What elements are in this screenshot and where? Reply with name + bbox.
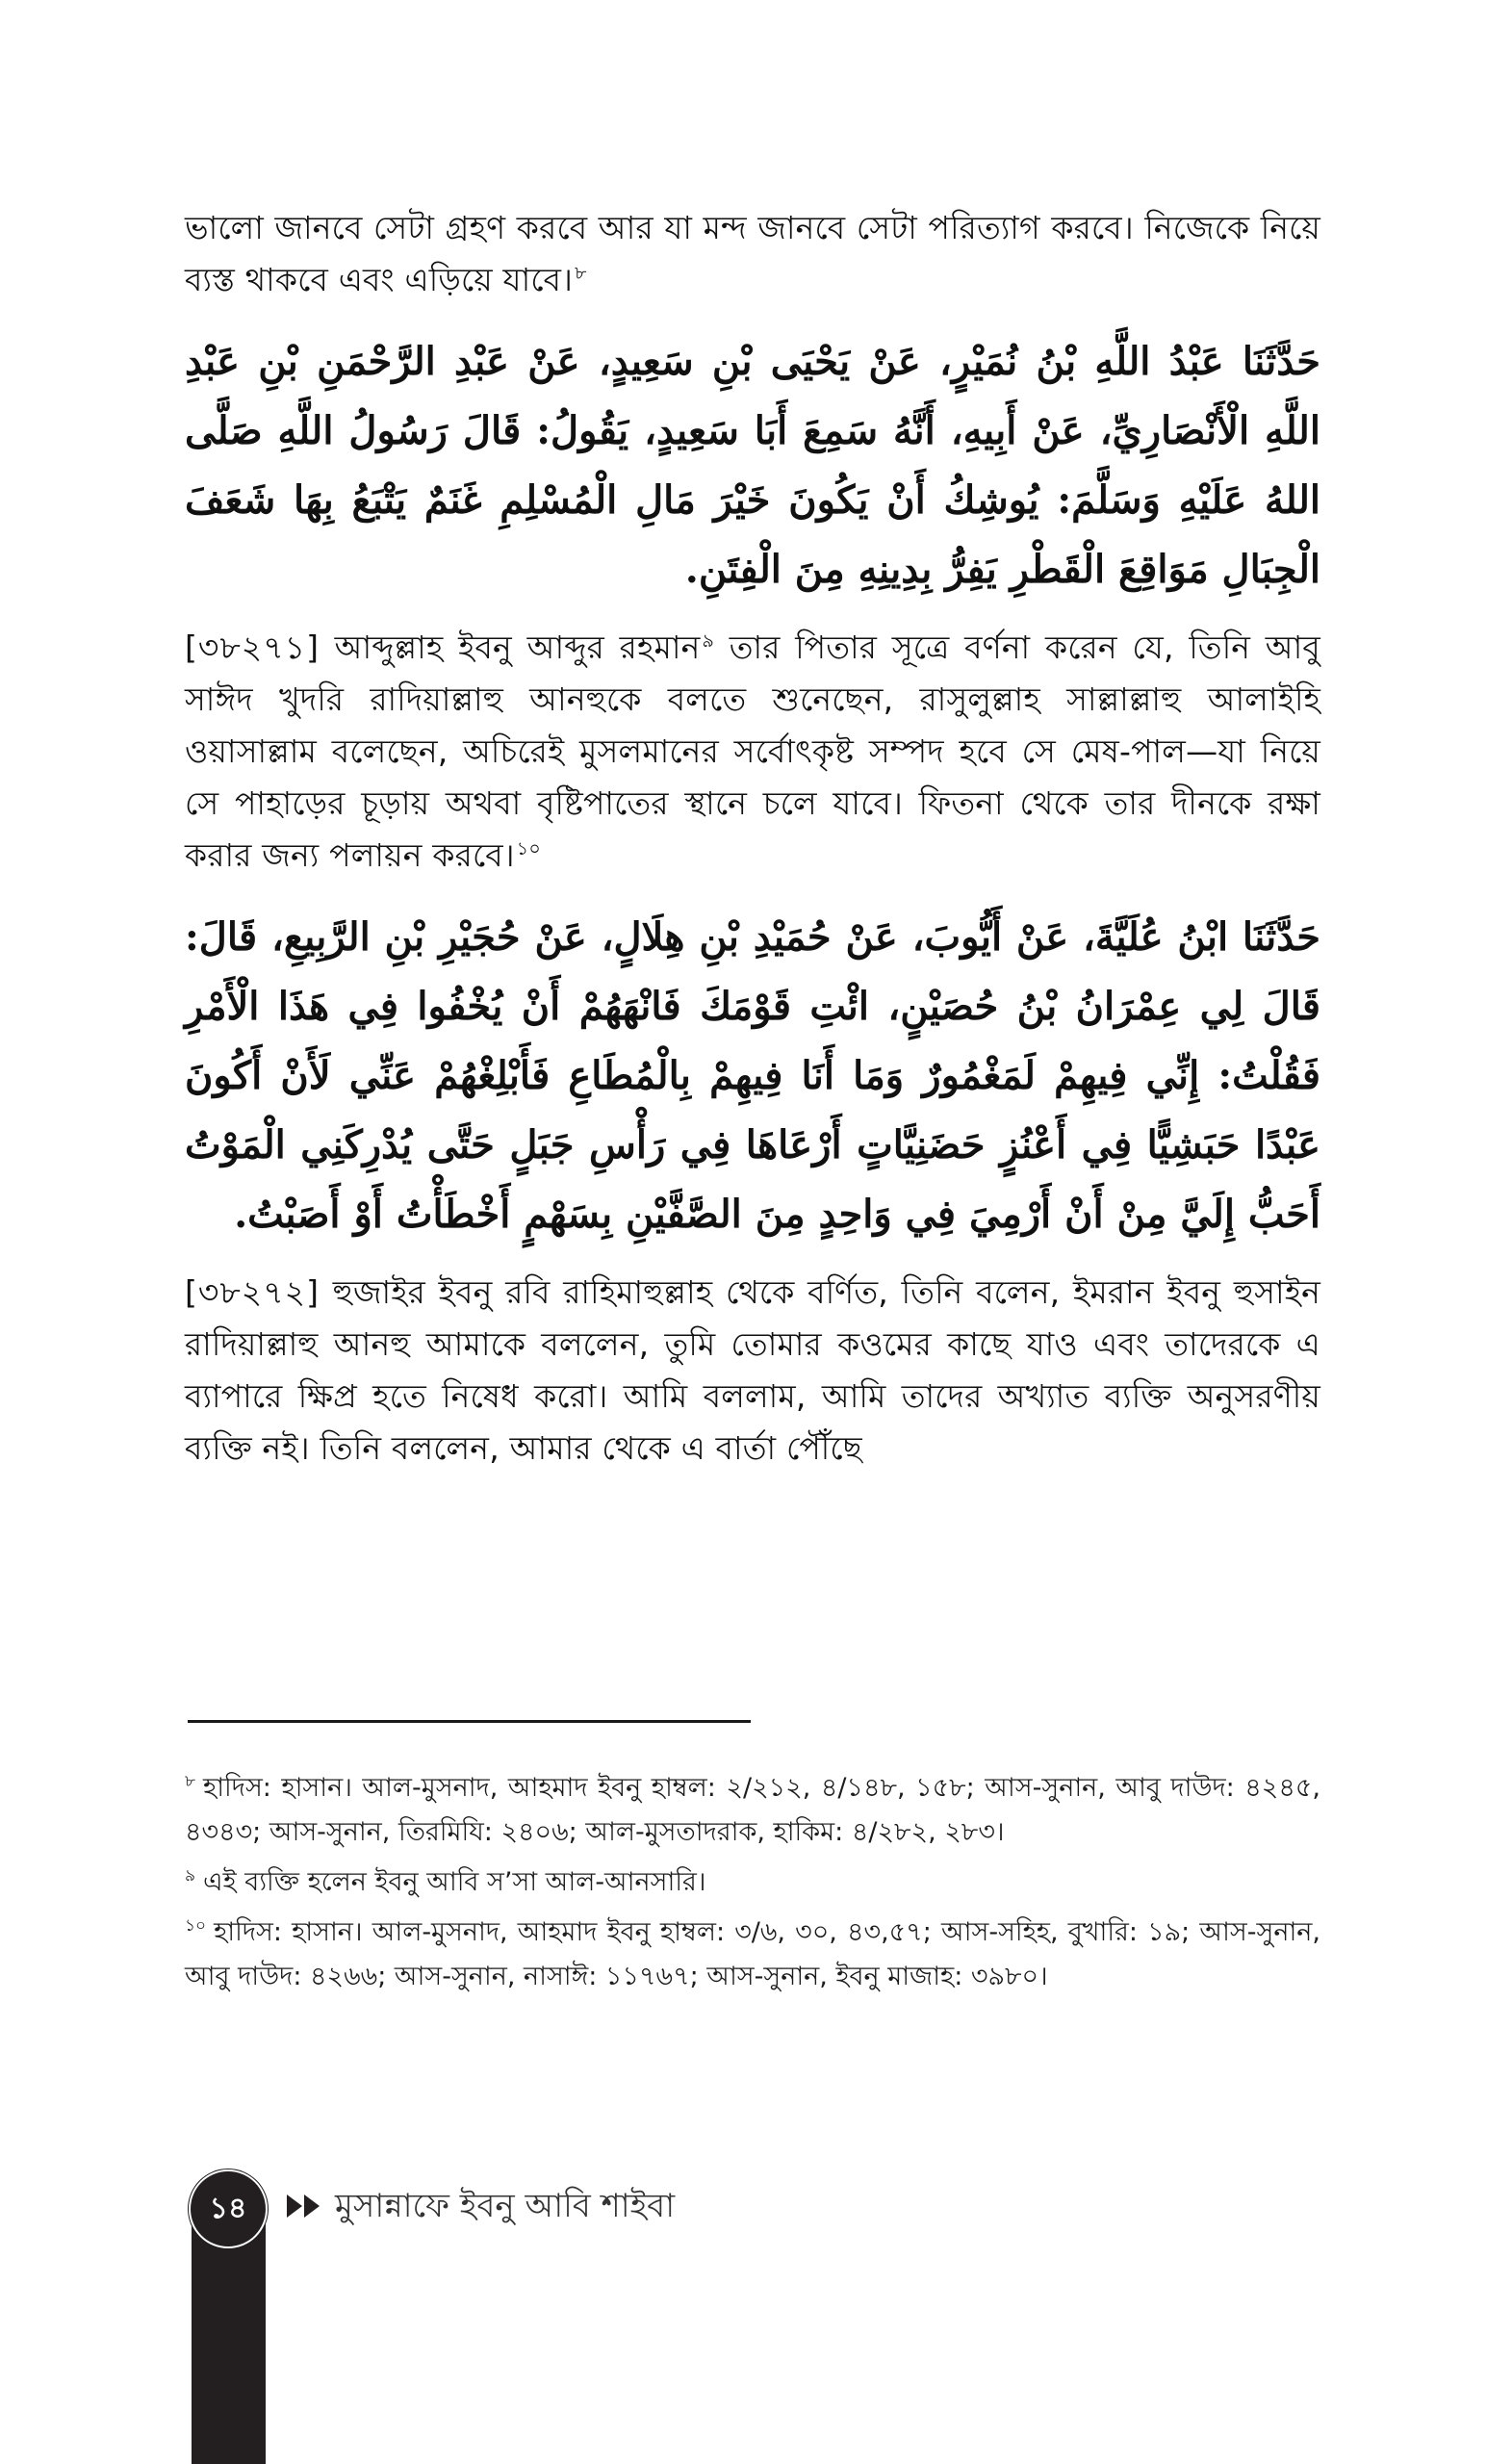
page-number: ১৪	[209, 2191, 247, 2225]
narrator-name: আব্দুল্লাহ ইবনু আব্দুর রহমান	[334, 629, 701, 666]
footnote-text: হাদিস: হাসান। আল-মুসনাদ, আহমাদ ইবনু হাম্বল: ৩/৬, ৩০, ৪৩,৫৭; আস-সহিহ, বুখারি: ১৯; আস-সুনান, আবু দাউদ: ৪২৬৬; আস-সুনান, নাসাঈ: ১১৭৬৭; আস-সুনান, ইবনু মাজাহ: ৩৯৮০।	[185, 1917, 1320, 1991]
page-number-badge	[189, 2169, 268, 2248]
footnote-9	[185, 1861, 1320, 1905]
footnote-marker: ৮	[185, 1772, 196, 1791]
arabic-text-hadith-38271: حَدَّثَنَا عَبْدُ اللَّهِ بْنُ نُمَيْرٍ، عَنْ يَحْيَى بْنِ سَعِيدٍ، عَنْ عَبْدِ الرَّحْمَنِ بْنِ عَبْدِ اللَّهِ الْأَنْصَارِيِّ، عَنْ أَبِيهِ، أَنَّهُ سَمِعَ أَبَا سَعِيدٍ، يَقُولُ: قَالَ رَسُولُ اللَّهِ صَلَّى اللهُ عَلَيْهِ وَسَلَّمَ: يُوشِكُ أَنْ يَكُونَ خَيْرَ مَالِ الْمُسْلِمِ غَنَمٌ يَتْبَعُ بِهَا شَعَفَ الْجِبَالِ مَوَاقِعَ الْقَطْرِ يَفِرُّ بِدِينِهِ مِنَ الْفِتَنِ.	[185, 339, 1320, 592]
page-body	[185, 202, 1320, 1475]
footnote-text: এই ব্যক্তি হলেন ইবনু আবি স’সা আল-আনসারি।	[203, 1867, 706, 1897]
footnote-divider	[188, 1720, 751, 1723]
hadith-38272-translation	[185, 1267, 1320, 1475]
hadith-number-38271: [৩৮২৭১]	[185, 629, 320, 666]
hadith-38272-text: হুজাইর ইবনু রবি রাহিমাহুল্লাহ থেকে বর্ণিত, তিনি বলেন, ইমরান ইবনু হুসাইন রাদিয়াল্লাহু আনহু আমাকে বললেন, তুমি তোমার কওমের কাছে যাও এবং তাদেরকে এ ব্যাপারে ক্ষিপ্র হতে নিষেধ করো। আমি বললাম, আমি তাদের অখ্যাত ব্যক্তি অনুসরণীয় ব্যক্তি নই। তিনি বললেন, আমার থেকে এ বার্তা পৌঁছে	[185, 1273, 1320, 1467]
footnote-ref-9[interactable]: ৯	[702, 630, 715, 652]
hadith-number-38272: [৩৮২৭২]	[185, 1273, 320, 1311]
footnote-marker: ৯	[185, 1866, 196, 1886]
footnotes-section	[185, 1766, 1320, 2005]
arabic-text-hadith-38272: حَدَّثَنَا ابْنُ عُلَيَّةَ، عَنْ أَيُّوبَ، عَنْ حُمَيْدِ بْنِ هِلَالٍ، عَنْ حُجَيْرِ بْنِ الرَّبِيعِ، قَالَ: قَالَ لِي عِمْرَانُ بْنُ حُصَيْنٍ، ائْتِ قَوْمَكَ فَانْهَهُمْ أَنْ يُخْفُوا فِي هَذَا الْأَمْرِ فَقُلْتُ: إِنِّي فِيهِمْ لَمَغْمُورٌ وَمَا أَنَا فِيهِمْ بِالْمُطَاعِ فَأَبْلِغْهُمْ عَنِّي لَأَنْ أَكُونَ عَبْدًا حَبَشِيًّا فِي أَعْنُزٍ حَضَنِيَّاتٍ أَرْعَاهَا فِي رَأْسِ جَبَلٍ حَتَّى يُدْرِكَنِي الْمَوْتُ أَحَبُّ إِلَيَّ مِنْ أَنْ أَرْمِيَ فِي وَاحِدٍ مِنَ الصَّفَّيْنِ بِسَهْمٍ أَخْطَأْتُ أَوْ أَصَبْتُ.	[185, 914, 1320, 1237]
intro-paragraph-text: ভালো জানবে সেটা গ্রহণ করবে আর যা মন্দ জানবে সেটা পরিত্যাগ করবে। নিজেকে নিয়ে ব্যস্ত থাকবে এবং এড়িয়ে যাবে।	[185, 209, 1320, 298]
footnote-text: হাদিস: হাসান। আল-মুসনাদ, আহমাদ ইবনু হাম্বল: ২/২১২, ৪/১৪৮, ১৫৮; আস-সুনান, আবু দাউদ: ৪২৪৫, ৪৩৪৩; আস-সুনান, তিরমিযি: ২৪০৬; আল-মুসতাদরাক, হাকিম: ৪/২৮২, ২৮৩।	[185, 1773, 1320, 1847]
hadith-38271-text: তার পিতার সূত্রে বর্ণনা করেন যে, তিনি আবু সাঈদ খুদরি রাদিয়াল্লাহু আনহুকে বলতে শুনেছেন, রাসুলুল্লাহ সাল্লাল্লাহু আলাইহি ওয়াসাল্লাম বলেছেন, অচিরেই মুসলমানের সর্বোৎকৃষ্ট সম্পদ হবে সে মেষ-পাল—যা নিয়ে সে পাহাড়ের চূড়ায় অথবা বৃষ্টিপাতের স্থানে চলে যাবে। ফিতনা থেকে তার দীনকে রক্ষা করার জন্য পলায়ন করবে।	[185, 629, 1320, 874]
footnote-8	[185, 1766, 1320, 1855]
footnote-ref-10[interactable]: ১০	[516, 838, 541, 860]
intro-paragraph	[185, 202, 1320, 306]
page-number-bar	[192, 2214, 266, 2464]
double-arrow-right-icon	[285, 2193, 323, 2220]
hadith-38271-translation	[185, 622, 1320, 882]
running-footer-book-title: মুসান্নাফে ইবনু আবি শাইবা	[335, 2187, 676, 2225]
footnote-ref-8[interactable]: ৮	[575, 263, 587, 284]
footnote-marker: ১০	[185, 1916, 207, 1936]
footnote-10	[185, 1911, 1320, 1999]
